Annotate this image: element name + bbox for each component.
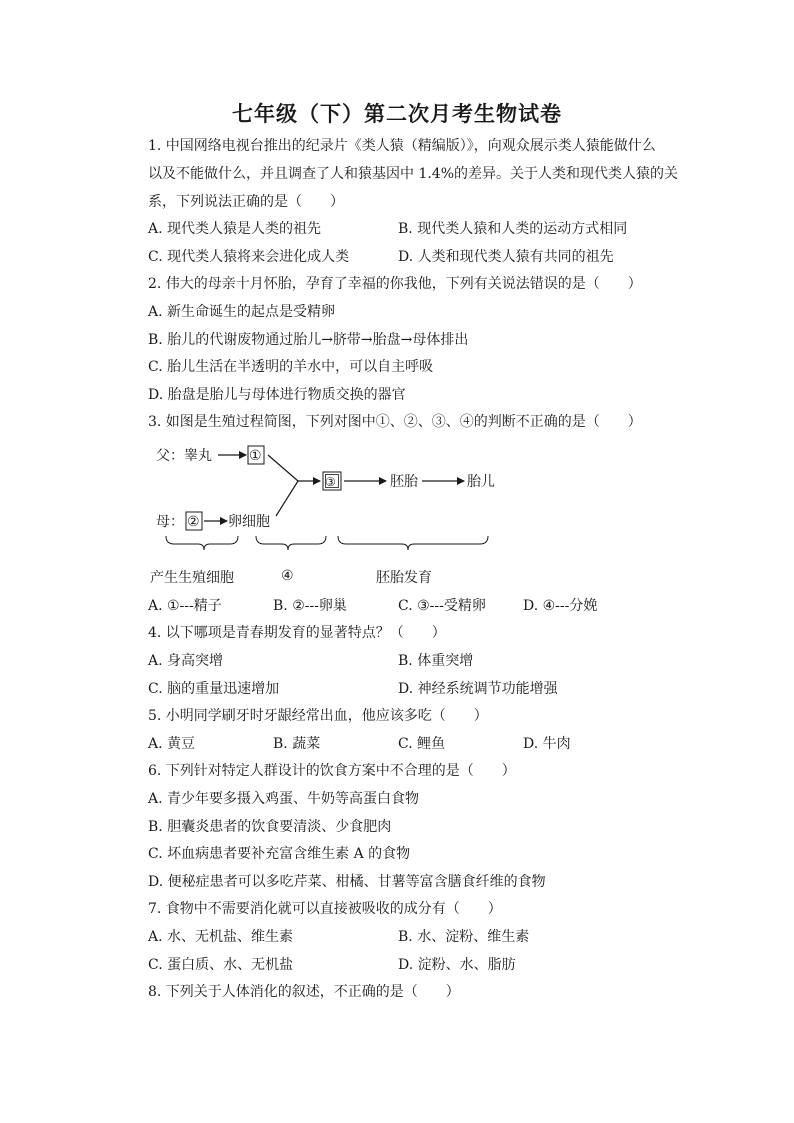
q3-stem: 3. 如图是生殖过程简图，下列对图中①、②、③、④的判断不正确的是（ ） xyxy=(148,414,642,430)
q1-option-b[interactable]: B. 现代类人猿和人类的运动方式相同 xyxy=(398,221,628,237)
q7-option-d[interactable]: D. 淀粉、水、脂肪 xyxy=(398,957,516,973)
brace-1 xyxy=(166,536,238,550)
q7-option-a[interactable]: A. 水、无机盐、维生素 xyxy=(148,929,294,945)
q1-option-a[interactable]: A. 现代类人猿是人类的祖先 xyxy=(148,221,322,237)
q6-option-b[interactable]: B. 胆囊炎患者的饮食要清淡、少食肥肉 xyxy=(148,819,392,835)
box-2-label: ② xyxy=(187,514,200,530)
q3-option-b[interactable]: B. ②---卵巢 xyxy=(273,598,347,614)
q6-option-c[interactable]: C. 坏血病患者要补充富含维生素 A 的食物 xyxy=(148,846,411,862)
box-1-label: ① xyxy=(249,448,262,464)
q3-option-a[interactable]: A. ①---精子 xyxy=(148,598,222,614)
q4-option-c[interactable]: C. 脑的重量迅速增加 xyxy=(148,681,280,697)
fetus-label: 胎儿 xyxy=(467,474,495,490)
q5-option-c[interactable]: C. 鲤鱼 xyxy=(398,736,446,752)
q2-option-c[interactable]: C. 胎儿生活在半透明的羊水中，可以自主呼吸 xyxy=(148,359,434,375)
q2-option-d[interactable]: D. 胎盘是胎儿与母体进行物质交换的器官 xyxy=(148,387,406,403)
reproduction-diagram xyxy=(140,436,520,596)
page-title: 七年级（下）第二次月考生物试卷 xyxy=(232,101,562,126)
q4-option-d[interactable]: D. 神经系统调节功能增强 xyxy=(398,681,558,697)
q7-stem: 7. 食物中不需要消化就可以直接被吸收的成分有（ ） xyxy=(148,901,502,917)
q7-option-c[interactable]: C. 蛋白质、水、无机盐 xyxy=(148,957,294,973)
q2-option-a[interactable]: A. 新生命诞生的起点是受精卵 xyxy=(148,304,336,320)
q6-stem: 6. 下列针对特定人群设计的饮食方案中不合理的是（ ） xyxy=(148,763,516,779)
q3-option-d[interactable]: D. ④---分娩 xyxy=(523,598,598,614)
brace-2 xyxy=(256,536,326,550)
father-label: 父：睾丸 xyxy=(156,448,212,464)
q4-stem: 4. 以下哪项是青春期发育的显著特点？（ ） xyxy=(148,625,446,641)
brace-1-label: 产生生殖细胞 xyxy=(150,570,234,586)
brace-3 xyxy=(338,536,488,550)
mother-label: 母： xyxy=(156,514,184,530)
line-sperm-to-zygote xyxy=(268,455,298,481)
q5-option-b[interactable]: B. 蔬菜 xyxy=(273,736,321,752)
line-egg-to-zygote xyxy=(276,481,298,516)
q2-option-b[interactable]: B. 胎儿的代谢废物通过胎儿→脐带→胎盘→母体排出 xyxy=(148,332,469,348)
q4-option-b[interactable]: B. 体重突增 xyxy=(398,653,474,669)
q1-option-d[interactable]: D. 人类和现代类人猿有共同的祖先 xyxy=(398,249,614,265)
q4-option-a[interactable]: A. 身高突增 xyxy=(148,653,224,669)
embryo-label: 胚胎 xyxy=(390,474,418,490)
q6-option-a[interactable]: A. 青少年要多摄入鸡蛋、牛奶等高蛋白食物 xyxy=(148,791,420,807)
q6-option-d[interactable]: D. 便秘症患者可以多吃芹菜、柑橘、甘薯等富含膳食纤维的食物 xyxy=(148,874,546,890)
q5-stem: 5. 小明同学刷牙时牙龈经常出血，他应该多吃（ ） xyxy=(148,708,488,724)
brace-2-label: ④ xyxy=(281,568,294,584)
egg-label: 卵细胞 xyxy=(228,514,270,530)
q3-option-c[interactable]: C. ③---受精卵 xyxy=(398,598,486,614)
q1-stem-line-2: 以及不能做什么，并且调查了人和猿基因中 1.4%的差异。关于人类和现代类人猿的关 xyxy=(148,166,679,182)
q1-stem-line-1: 1. 中国网络电视台推出的纪录片《类人猿（精编版）》，向观众展示类人猿能做什么 xyxy=(148,138,656,154)
q2-stem: 2. 伟大的母亲十月怀胎，孕育了幸福的你我他，下列有关说法错误的是（ ） xyxy=(148,276,642,292)
q1-stem-line-3: 系，下列说法正确的是（ ） xyxy=(148,194,344,210)
q5-option-a[interactable]: A. 黄豆 xyxy=(148,736,196,752)
q5-option-d[interactable]: D. 牛肉 xyxy=(523,736,571,752)
q7-option-b[interactable]: B. 水、淀粉、维生素 xyxy=(398,929,530,945)
brace-3-label: 胚胎发育 xyxy=(376,570,432,586)
box-3-label: ③ xyxy=(325,475,336,489)
q8-stem: 8. 下列关于人体消化的叙述，不正确的是（ ） xyxy=(148,984,460,1000)
q1-option-c[interactable]: C. 现代类人猿将来会进化成人类 xyxy=(148,249,350,265)
